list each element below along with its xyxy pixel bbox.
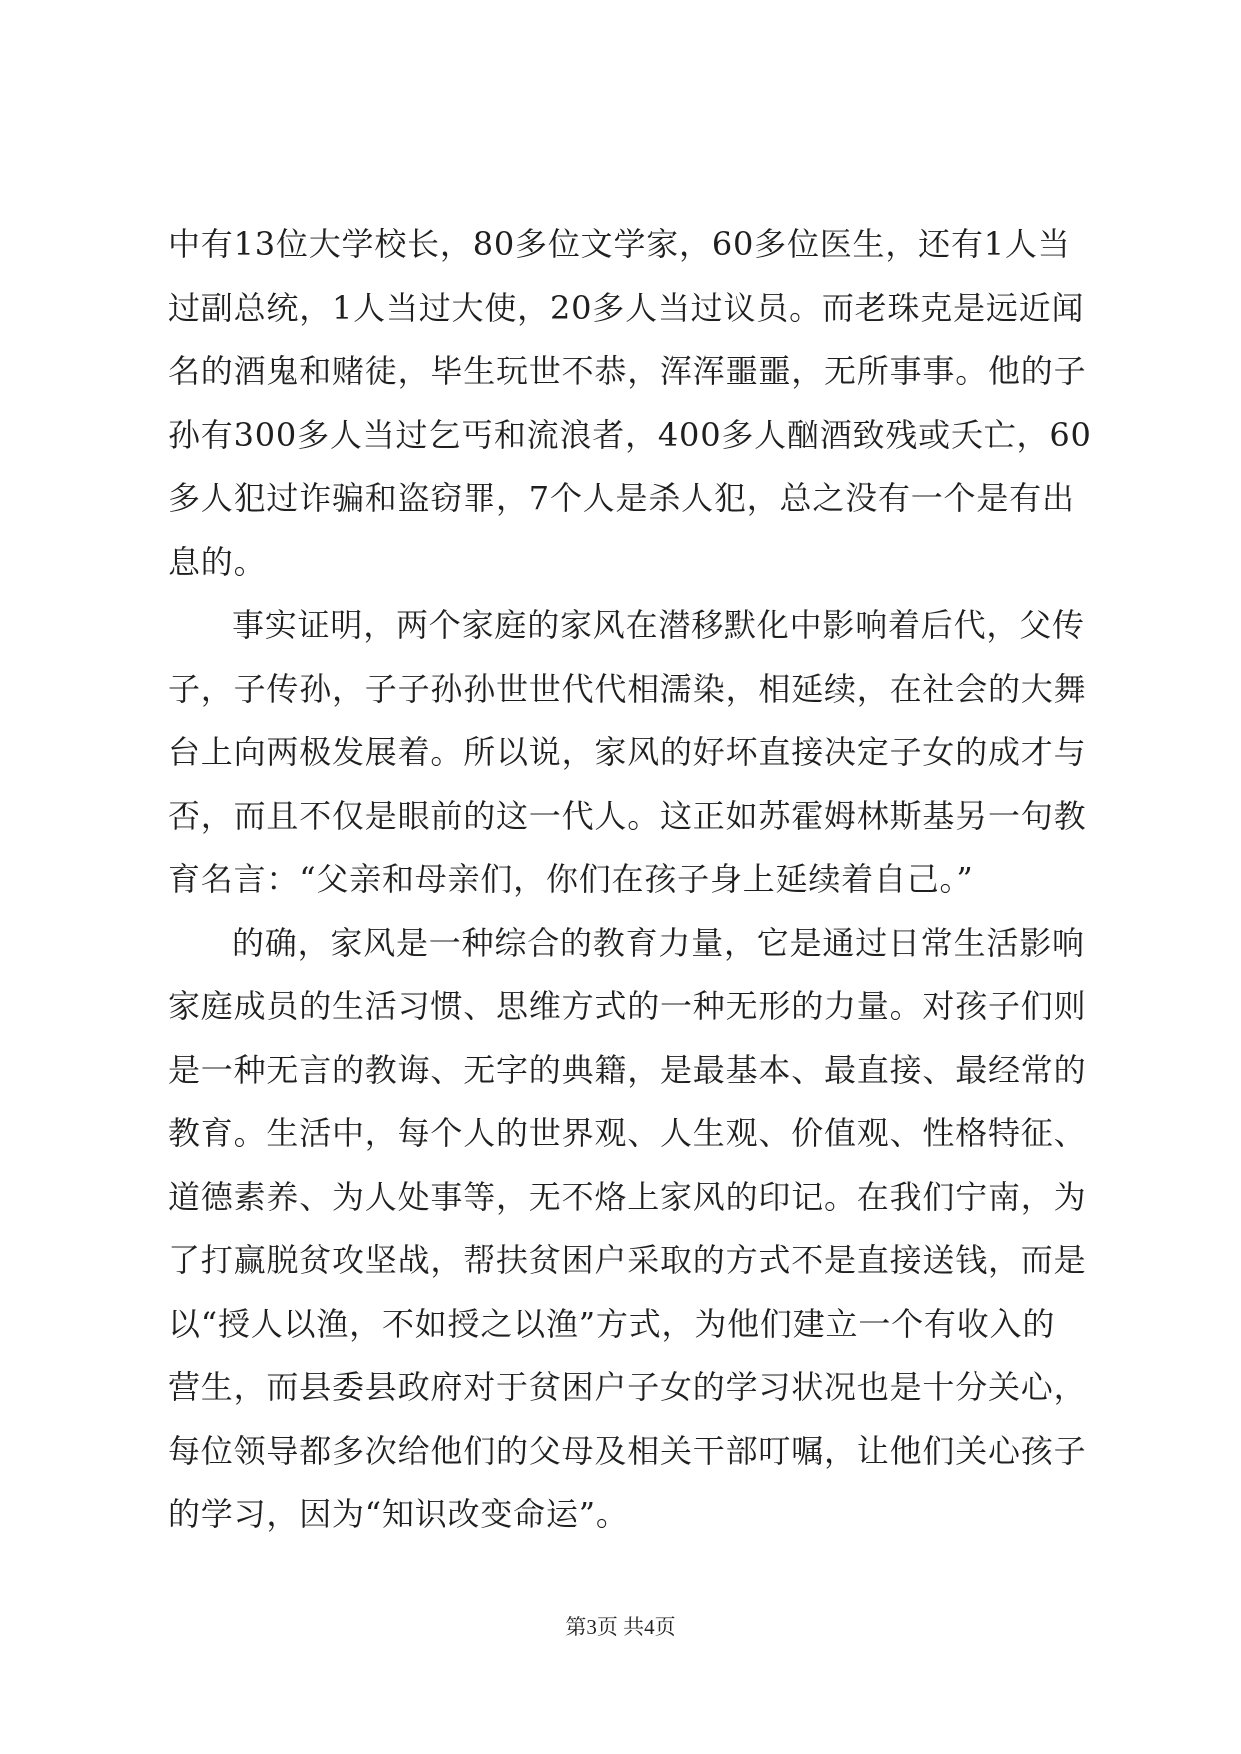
body-text [168,225,1092,1562]
page-number-footer: 第3页 共4页 [565,1615,676,1639]
text-line: 台上向两极发展着。所以说，家风的好坏直接决定子女的成才与 [168,733,1087,771]
text-line: 息的。 [168,542,267,581]
text-line: 过副总统，1人当过大使，20多人当过议员。而老珠克是远近闻 [168,288,1085,327]
text-line: 以“授人以渔，不如授之以渔”方式，为他们建立一个有收入的 [168,1304,1056,1343]
paragraph-first-line: 的确，家风是一种综合的教育力量，它是通过日常生活影响 [232,923,1085,962]
text-line: 营生，而县委县政府对于贫困户子女的学习状况也是十分关心， [168,1368,1087,1406]
text-line: 道德素养、为人处事等，无不烙上家风的印记。在我们宁南，为 [168,1177,1087,1216]
text-line: 的学习，因为“知识改变命运”。 [168,1495,629,1533]
text-line: 多人犯过诈骗和盗窃罪，7个人是杀人犯，总之没有一个是有出 [168,479,1075,517]
paragraph-first-line: 事实证明，两个家庭的家风在潜移默化中影响着后代，父传 [232,606,1085,644]
text-line: 中有13位大学校长，80多位文学家，60多位医生，还有1人当 [168,225,1071,263]
text-line: 家庭成员的生活习惯、思维方式的一种无形的力量。对孩子们则 [168,987,1087,1025]
text-line: 孙有300多人当过乞丐和流浪者，400多人酗酒致残或夭亡，60 [168,415,1092,454]
text-line: 育名言：“父亲和母亲们，你们在孩子身上延续着自己。” [168,860,974,898]
text-line: 否，而且不仅是眼前的这一代人。这正如苏霍姆林斯基另一句教 [168,796,1087,835]
text-line: 名的酒鬼和赌徒，毕生玩世不恭，浑浑噩噩，无所事事。他的子 [168,352,1087,390]
text-line: 了打赢脱贫攻坚战，帮扶贫困户采取的方式不是直接送钱，而是 [168,1241,1087,1279]
text-line: 教育。生活中，每个人的世界观、人生观、价值观、性格特征、 [168,1114,1087,1152]
text-line: 每位领导都多次给他们的父母及相关干部叮嘱，让他们关心孩子 [168,1431,1087,1470]
text-line: 是一种无言的教诲、无字的典籍，是最基本、最直接、最经常的 [168,1050,1087,1089]
text-line: 子，子传孙，子子孙孙世世代代相濡染，相延续，在社会的大舞 [168,669,1087,708]
